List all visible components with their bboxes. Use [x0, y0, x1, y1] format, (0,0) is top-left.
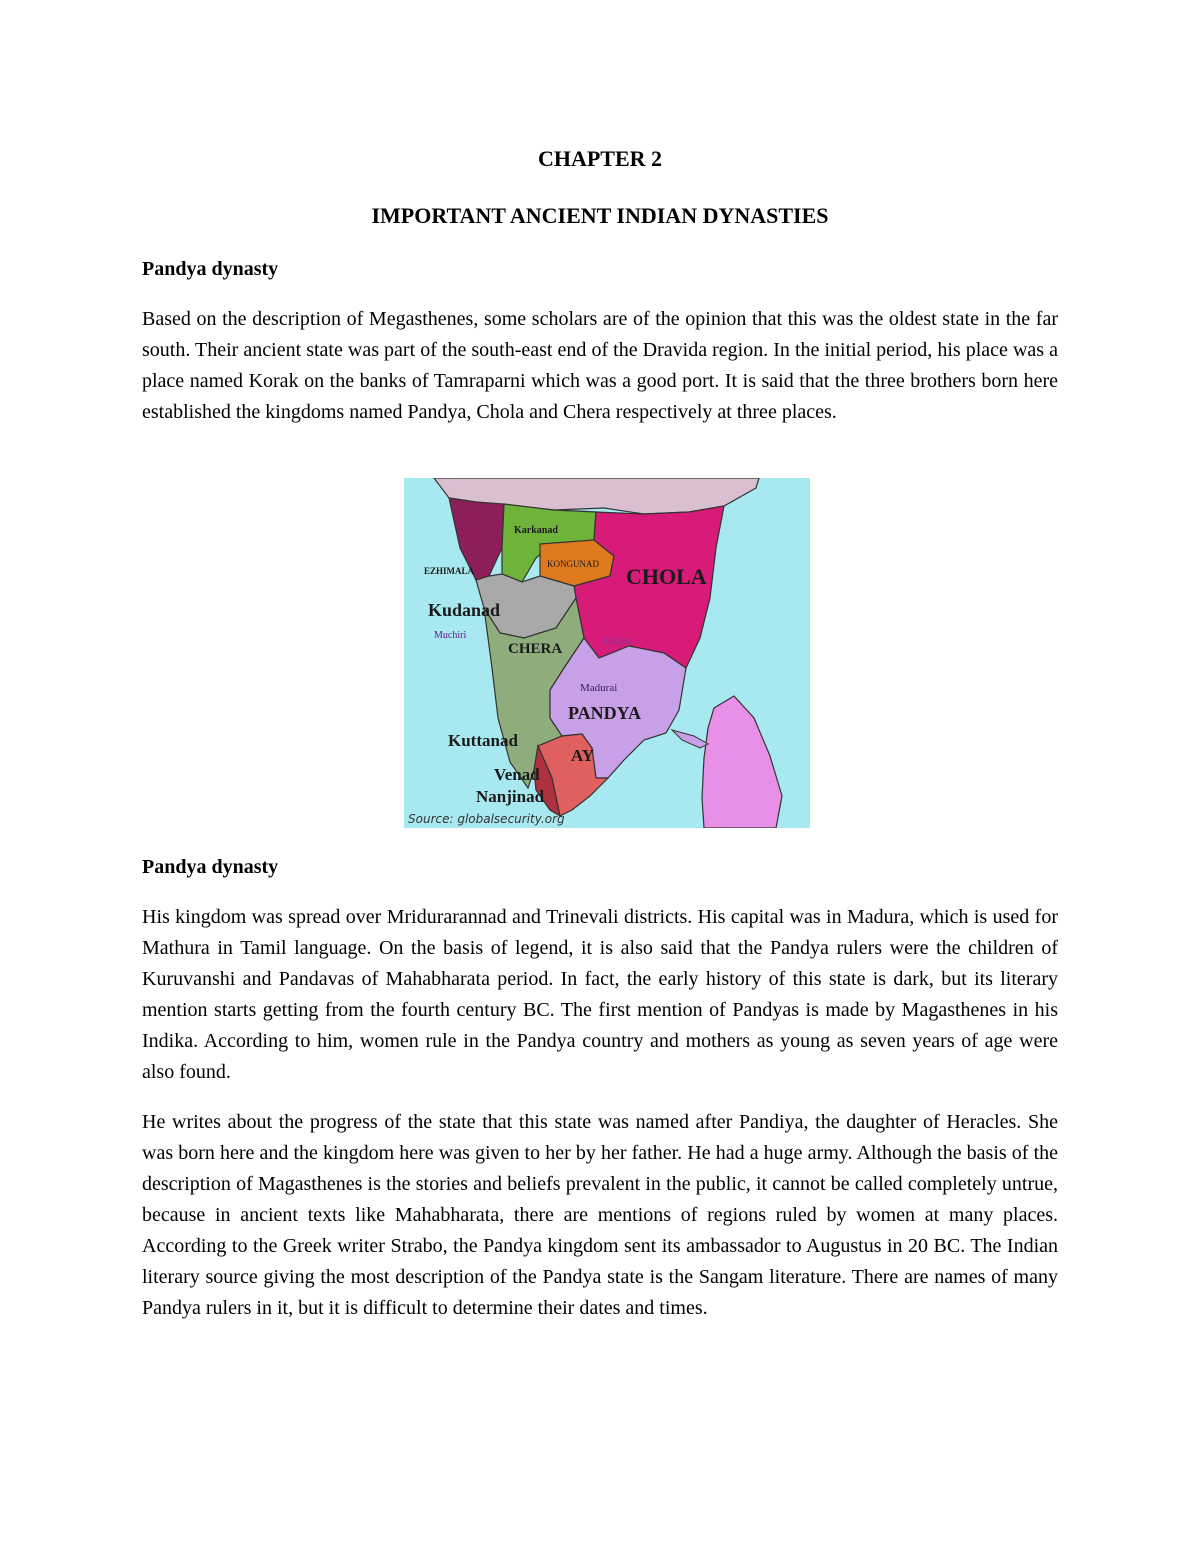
- label-pandya: PANDYA: [568, 703, 642, 723]
- chapter-title: IMPORTANT ANCIENT INDIAN DYNASTIES: [371, 203, 829, 228]
- label-karkanad: Karkanad: [514, 525, 558, 536]
- label-venad: Venad: [494, 765, 540, 784]
- section-1-paragraph: Based on the description of Megasthenes, some scholars are of the opinion that this was the oldest state in the far south. Their ancient state was part of the south-east end of the Dravida region. In the initial period, his place was a place named Korak on the banks of Tamraparni which was a good port. It is said that the three brothers born here established the kingdoms named Pandya, Chola and Chera respectively at three places.: [142, 308, 1058, 423]
- map-source-credit: Source: globalsecurity.org: [408, 812, 565, 826]
- label-chola: CHOLA: [626, 564, 707, 589]
- label-ezhimala: EZHIMALA: [424, 566, 475, 576]
- section-heading-2: Pandya dynasty: [142, 856, 279, 878]
- label-kongunad: KONGUNAD: [547, 559, 599, 569]
- label-chera: CHERA: [508, 641, 563, 657]
- label-uraiyur: Uraiyur: [600, 635, 635, 647]
- chapter-number-heading: CHAPTER 2: [537, 146, 663, 171]
- section-2-paragraph-2: He writes about the progress of the state that this state was named after Pandiya, the daughter of Heracles. She was born here and the kingdom here was given to her by her father. He had a huge army. Although the basis of the description of Magasthenes is the stories and beliefs prevalent in the public, it cannot be called completely untrue, because in ancient texts like Mahabharata, there are mentions of regions ruled by women at many places. According to the Greek writer Strabo, the Pandya kingdom sent its ambassador to Augustus in 20 BC. The Indian literary source giving the most description of the Pandya state is the Sangam literature. There are names of many Pandya rulers in it, but it is difficult to determine their dates and times.: [142, 1111, 1058, 1319]
- label-ay: AY: [571, 746, 594, 765]
- label-kuttanad: Kuttanad: [448, 731, 518, 750]
- section-heading-1: Pandya dynasty: [142, 258, 279, 280]
- label-muchiri: Muchiri: [434, 630, 467, 641]
- section-2-paragraph-1: His kingdom was spread over Mridurarannad and Trinevali districts. His capital was in Madura, which is used for Mathura in Tamil language. On the basis of legend, it is also said that the Pandya rulers were the children of Kuruvanshi and Pandavas of Mahabharata period. In fact, the early history of this state is dark, but its literary mention starts getting from the fourth century BC. The first mention of Pandyas is made by Magasthenes in his Indika. According to him, women rule in the Pandya country and mothers as young as seven years of age were also found.: [142, 906, 1058, 1083]
- south-india-map: [404, 478, 810, 828]
- label-madurai: Madurai: [580, 682, 618, 694]
- map-figure: [404, 478, 810, 828]
- label-kudanad: Kudanad: [428, 600, 501, 620]
- label-nanjinad: Nanjinad: [476, 787, 545, 806]
